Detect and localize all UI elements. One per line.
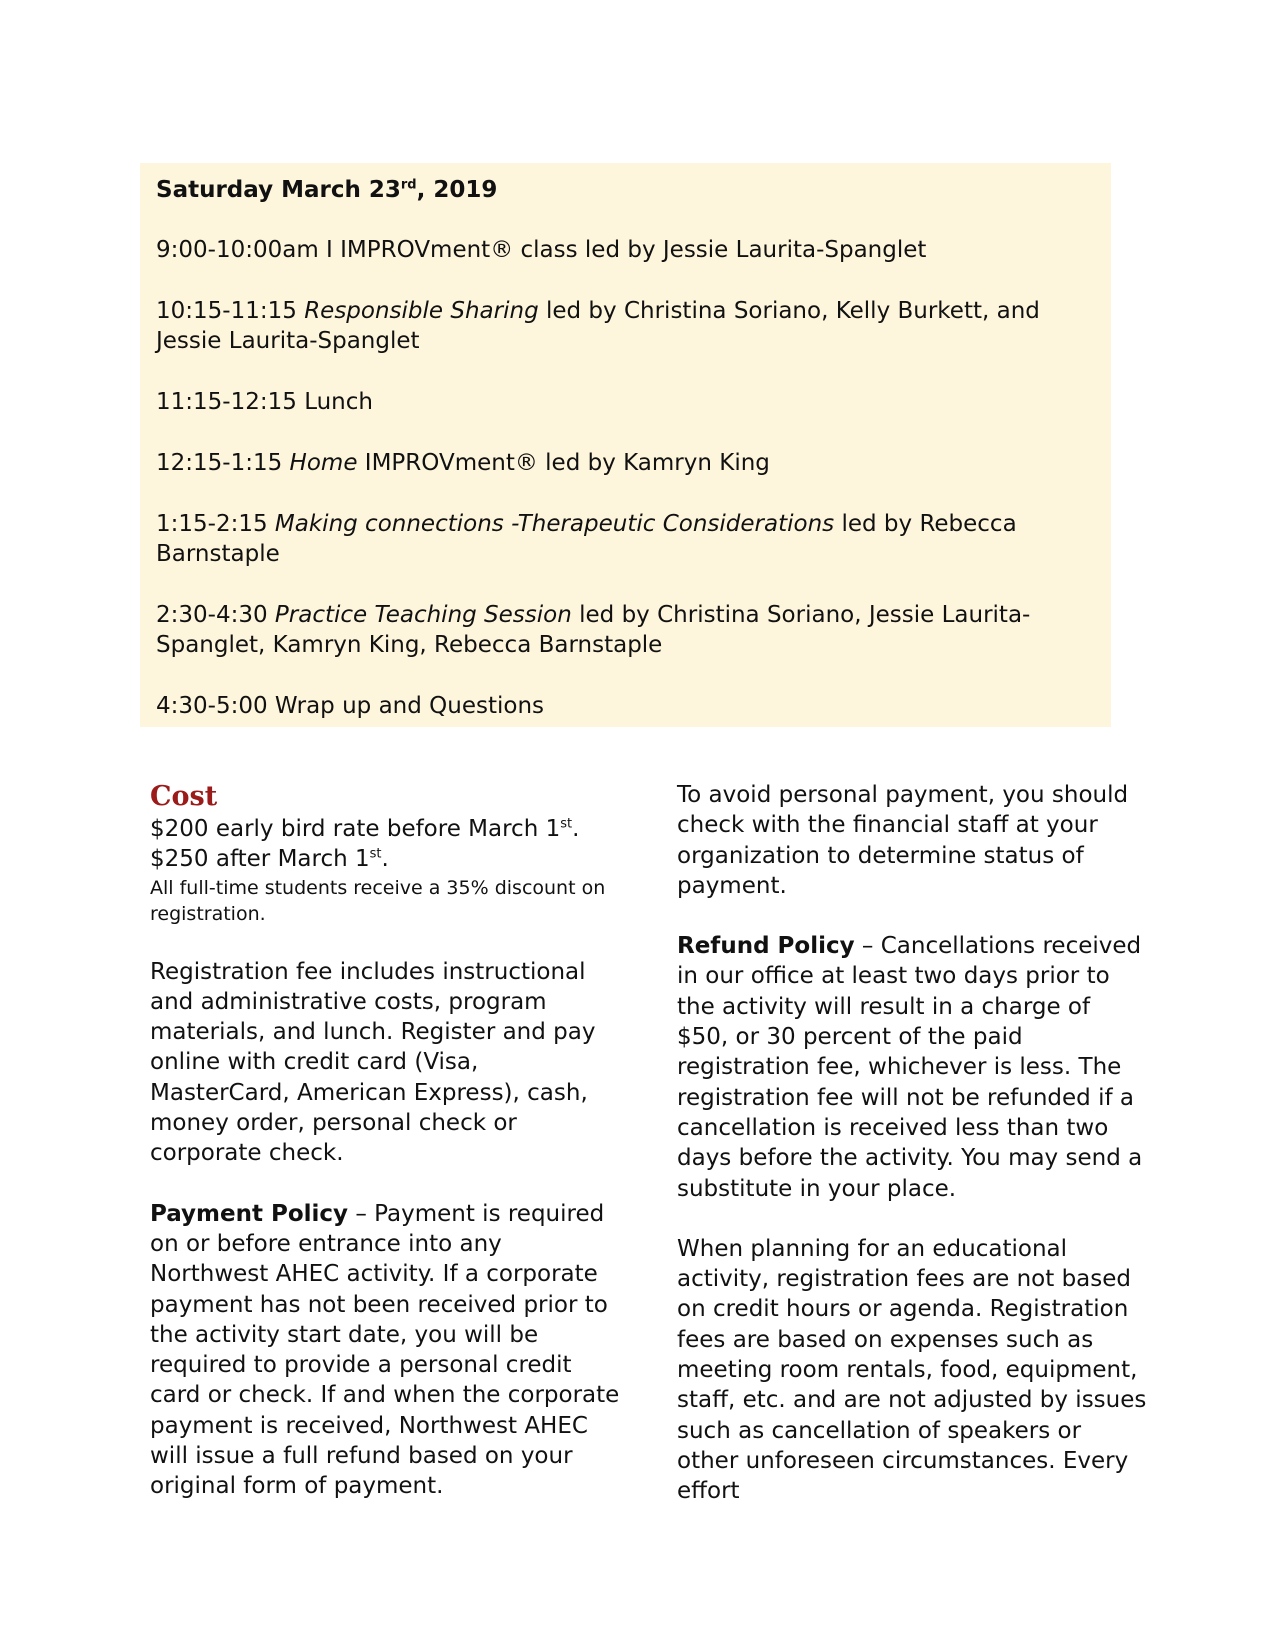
schedule-item: 12:15-1:15 Home IMPROVment® led by Kamryn King: [156, 450, 770, 476]
early-bird-rate: $200 early bird rate before March 1st.: [150, 816, 580, 842]
payment-policy: Payment Policy – Payment is required on or before entrance into any Northwest AHEC activity. If a corporate payment has not been received prior to the activity start date, you will be required to provide a personal credit card or check. If and when the corporate payment is received, Northwest AHEC will issue a full refund based on your original form of payment.: [150, 1200, 620, 1500]
schedule-item: 1:15-2:15 Making connections -Therapeutic Considerations led by Rebecca Barnstaple: [156, 511, 1017, 567]
refund-policy: Refund Policy – Cancellations received in our office at least two days prior to the activity will result in a charge of $50, or 30 percent of the paid registration fee, whichever is less. The registration fee will not be refunded if a cancellation is received less than two days before the activity. You may send a substitute in your place.: [677, 933, 1143, 1202]
avoid-payment: To avoid personal payment, you should check with the financial staff at your organization to determine status of payment.: [677, 782, 1129, 899]
schedule-item: 11:15-12:15 Lunch: [156, 389, 373, 415]
student-discount: All full-time students receive a 35% discount on registration.: [150, 876, 606, 925]
schedule-heading: Saturday March 23rd, 2019: [156, 177, 498, 203]
cost-column: [150, 780, 620, 1502]
cost-title: Cost: [150, 781, 218, 812]
schedule-item: 2:30-4:30 Practice Teaching Session led by Christina Soriano, Jessie Laurita-Spanglet, Kamryn King, Rebecca Barnstaple: [156, 602, 1031, 658]
schedule-item: 9:00-10:00am I IMPROVment® class led by Jessie Laurita-Spanglet: [156, 237, 927, 263]
schedule-box: [140, 163, 1111, 727]
planning-note: When planning for an educational activity, registration fees are not based on credit hours or agenda. Registration fees are based on expenses such as meeting room rentals, food, equipment, staff, etc. and are not adjusted by issues such as cancellation of speakers or other unforeseen circumstances. Every effort: [677, 1235, 1147, 1505]
schedule-item: 4:30-5:00 Wrap up and Questions: [156, 693, 545, 719]
late-rate: $250 after March 1st.: [150, 846, 389, 873]
schedule-item: 10:15-11:15 Responsible Sharing led by Christina Soriano, Kelly Burkett, and Jessie Laurita-Spanglet: [156, 298, 1040, 354]
policy-column: [677, 780, 1147, 1507]
fee-includes: Registration fee includes instructional and administrative costs, program materials, and lunch. Register and pay online with credit card (Visa, MasterCard, American Express), cash, money order, personal check or corporate check.: [150, 958, 596, 1167]
